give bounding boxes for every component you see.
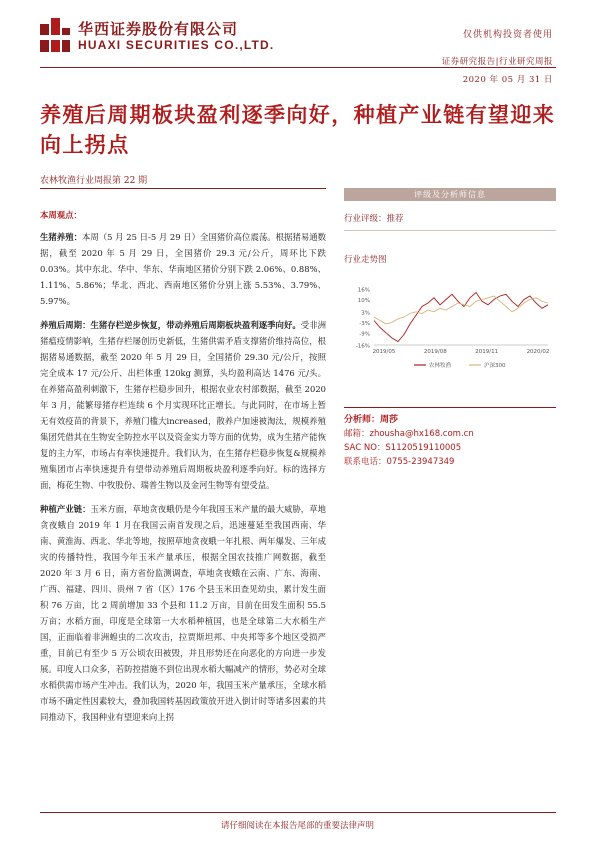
analyst [344,412,398,425]
report-subtitle: 农林牧渔行业周报第 22 期 [40,176,148,186]
industry-trend-chart [344,283,556,393]
legend-label: 沪深300 [484,363,506,369]
legend-label: 农林牧渔 [429,363,452,369]
analyst-phone: 联系电话：0755-23947349 [344,457,455,467]
company-name-cn: 华西证券股份有限公司 [78,20,239,38]
series-line-csi300 [374,296,548,324]
rating-label: 行业评级： [344,214,387,224]
investor-note: 仅供机构投资者使用 [462,30,553,40]
x-tick-label: 2019/11 [475,349,499,355]
company-name-en: HUAXI SECURITIES CO.,LTD. [78,38,275,52]
paragraph-post-cycle [40,317,326,493]
y-tick-label: 10% [357,298,370,304]
rating-value: 推荐 [386,214,404,224]
report-type: 证券研究报告|行业研究周报 [441,57,553,67]
huaxi-logo-icon [40,18,70,52]
y-tick-label: -9% [359,331,370,338]
legal-notice: 请仔细阅读在本报告尾部的重要法律声明 [220,821,374,831]
analyst-sac-no: SAC NO：S1120519110005 [344,443,462,453]
industry-rating [344,212,404,224]
paragraph-body: 本周（5 月 25 日-5 月 29 日）全国猪价高位震荡。根据猪易通数据，截至 2020 年 5 月 29 日，全国猪价 29.3 元/公斤，周环比下跌 0.03%。其中东北、华中、华东、华南地区猪价分别下跌 2.06%、0.88%、1.11%、5.86%；华北、西北、西南地区猪价分别上涨 5.53%、3.79%、5.97%。 [40,232,326,306]
paragraph-lead: 种植产业链： [40,504,91,514]
series-line-agriculture [374,293,548,342]
header-divider [40,67,556,68]
report-title: 养殖后周期板块盈利逐季向好，种植产业链有望迎来向上拐点 [40,102,556,157]
paragraph-planting-chain [40,501,326,725]
analyst-name: 周莎 [380,415,399,425]
trend-chart-title: 行业走势图 [344,255,387,265]
report-date: 2020 年 05 月 31 日 [462,75,553,85]
paragraph-body: 玉米方面，草地贪夜蛾仍是今年我国玉米产量的最大威胁，草地贪夜蛾自 2019 年 1 月在我国云南首发现之后，迅速蔓延至我国西南、华南、黄淮海、西北、华北等地，按照草地贪夜蛾一年扎根、两年爆发、三年成灾的传播特性，我国今年玉米产量承压，根据全国农技推广网数据，截至 2020 年 3 月 6 日，南方省份监测调查，草地贪夜蛾在云南、广东、海南、广西、福建、四川、贵州 7 省（区）176 个县玉米田查见幼虫，累计发生面积 76 万亩，比 2 周前增加 33 个县和 11.2 万亩，目前在田发生面积 55.5 万亩；水稻方面，印度是全球第一大水稻种植国，也是全球第二大水稻生产国，正面临着非洲蝗虫的二次攻击，拉贾斯坦邦、中央邦等多个地区受损严重，目前已有至少 5 万公顷农田被毁，并且形势还在向恶化的方向进一步发展。印度人口众多，若防控措施不到位出现水稻大幅减产的情形，势必对全球水稻供需市场产生冲击。我们认为，2020 年，我国玉米产量承压，全球水稻市场不确定性因素较大，叠加我国转基因政策放开进入倒计时等诸多因素的共同推动下，我国种业有望迎来向上拐 [40,504,327,722]
paragraph-lead: 生猪养殖： [40,232,82,242]
analyst-email[interactable]: 邮箱：zhousha@hx168.com.cn [344,429,474,439]
subtitle-divider [40,188,326,189]
rating-divider [344,230,556,231]
paragraph-body: 受非洲猪瘟疫情影响，生猪存栏屡创历史新低，生猪供需矛盾支撑猪价维持高位，根据猪易通数据，截至 2020 年 5 月 29 日，全国猪价 29.30 元/公斤，按照完全成本 17 元/公斤、出栏体重 120kg 测算，头均盈利高达 1476 元/头。在养猪高盈利刺激下，生猪存栏稳步回升，根据农业农村部数据，截至 2020 年 3 月，能繁母猪存栏连续 6 个月实现环比正增长。与此同时，在市场上暂无有效疫苗的背景下，养殖门槛大increased，散养户加速被淘汰，规模养殖集团凭借其在生物安全防控水平以及资金实力等方面的优势，成为生猪产能恢复的主力军，市场占有率快速提升。我们认为，在生猪存栏稳步恢复&规模养殖集团市占率快速提升有望带动养殖后周期板块盈利逐季向好。标的选择方面，梅花生物、中牧股份、瑞普生物以及金河生物等有望受益。 [40,320,326,490]
x-tick-label: 2019/08 [423,349,447,355]
section-heading: 本周观点： [40,210,82,220]
paragraph-pig-farming [40,229,326,309]
y-tick-label: 3% [361,310,370,317]
x-tick-label: 2019/05 [372,349,396,355]
y-tick-label: 16% [357,287,370,294]
paragraph-lead: 养殖后周期：生猪存栏逆步恢复，带动养殖后周期板块盈利逐季向好。 [40,320,301,330]
y-tick-label: -16% [355,343,370,350]
main-content [40,207,326,733]
rating-analyst-header: 评级及分析师信息 [344,188,556,201]
footer-divider [40,812,556,813]
analyst-label: 分析师： [344,415,381,425]
y-tick-label: -3% [359,320,370,327]
x-tick-label: 2020/02 [526,349,550,355]
analyst-divider [344,407,556,408]
